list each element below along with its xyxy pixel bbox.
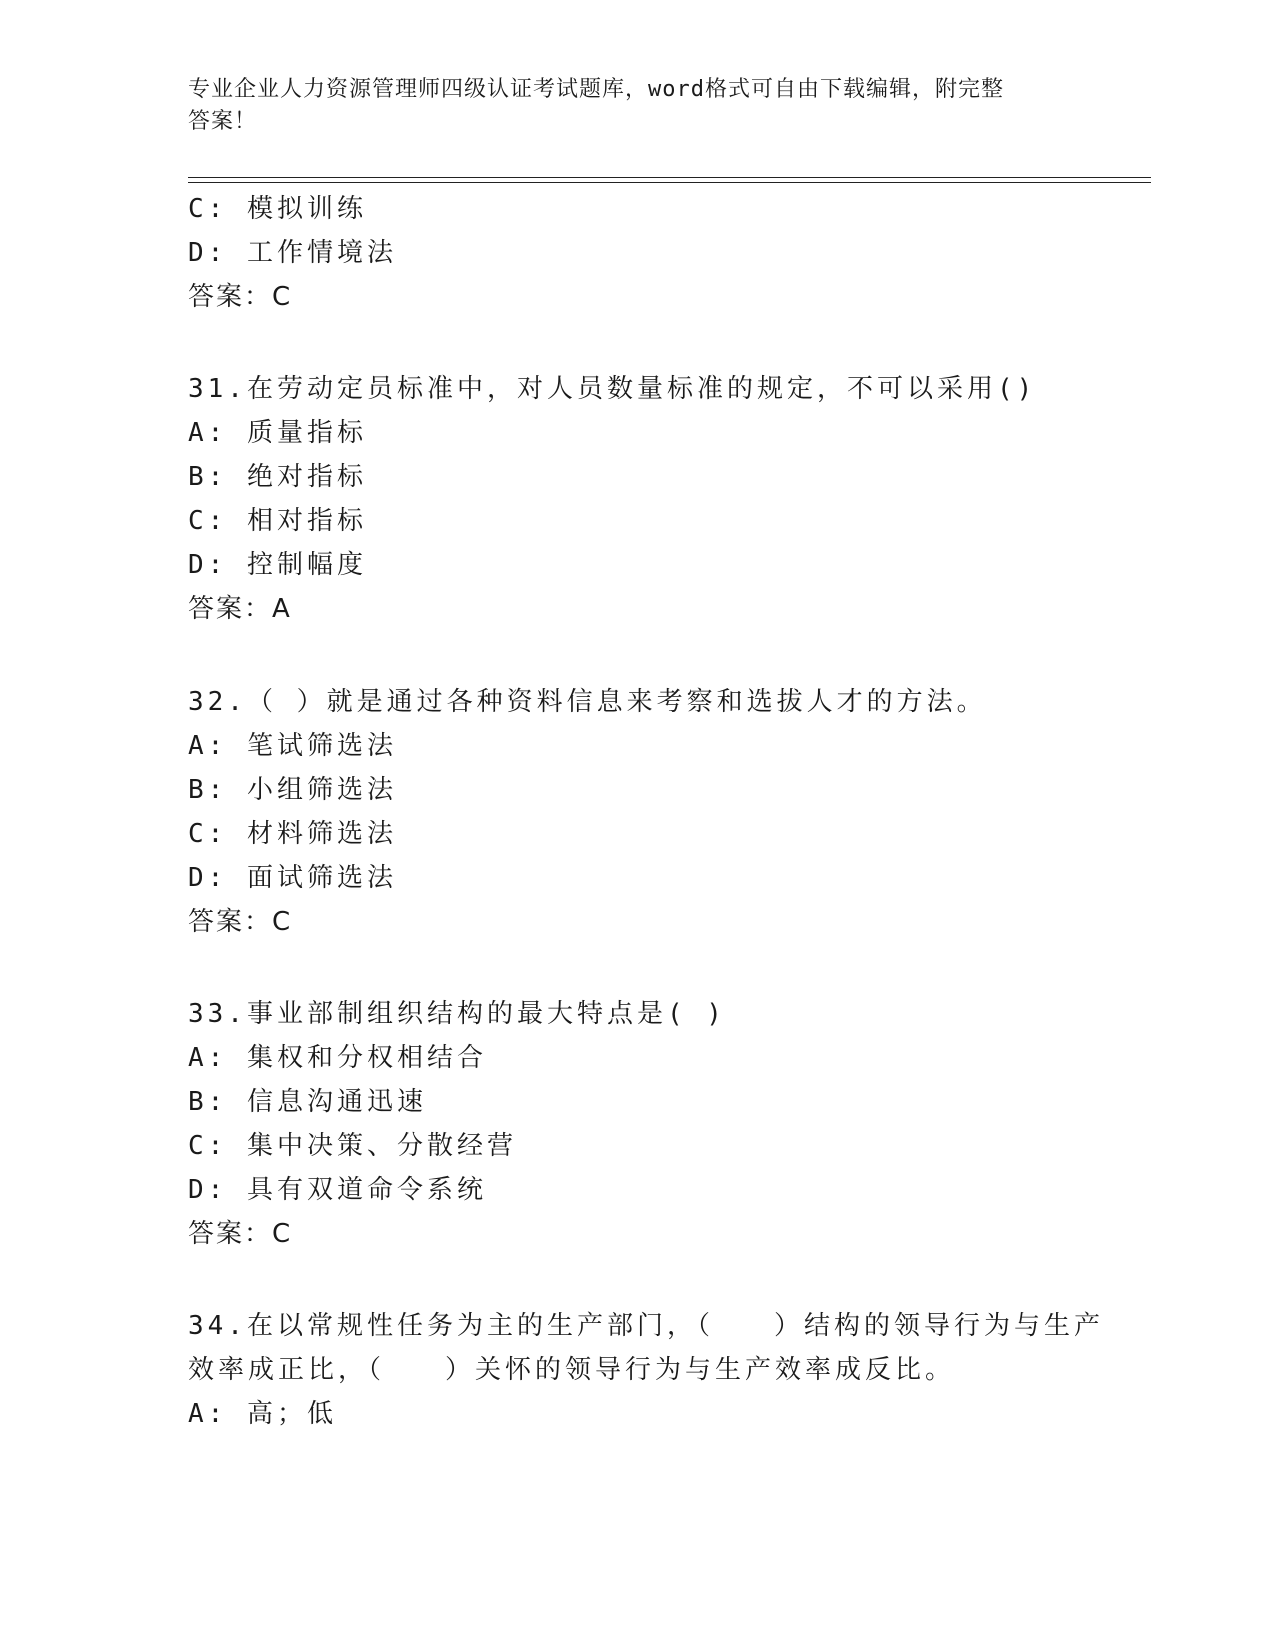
q33-stem: 33.事业部制组织结构的最大特点是( ) bbox=[188, 999, 726, 1029]
document-header bbox=[188, 74, 1088, 138]
q34-stem-line-1: 34.在以常规性任务为主的生产部门，（ ）结构的领导行为与生产 bbox=[188, 1311, 1104, 1341]
header-line-2: 答案！ bbox=[188, 109, 258, 134]
q31-option-b: B: 绝对指标 bbox=[188, 462, 367, 492]
q31-option-a: A: 质量指标 bbox=[188, 418, 367, 448]
q33-answer: 答案：C bbox=[188, 1219, 293, 1249]
q31-answer: 答案：A bbox=[188, 594, 292, 624]
header-divider-top bbox=[188, 177, 1151, 178]
q33-option-b: B: 信息沟通迅速 bbox=[188, 1087, 427, 1117]
prev-answer: 答案：C bbox=[188, 282, 293, 312]
header-divider-bottom bbox=[188, 182, 1151, 183]
q32-option-d: D: 面试筛选法 bbox=[188, 863, 397, 893]
prev-option-d: D: 工作情境法 bbox=[188, 238, 397, 268]
q31-stem: 31.在劳动定员标准中，对人员数量标准的规定，不可以采用() bbox=[188, 374, 1037, 404]
q33-option-c: C: 集中决策、分散经营 bbox=[188, 1131, 517, 1161]
q33-option-d: D: 具有双道命令系统 bbox=[188, 1175, 487, 1205]
q32-option-a: A: 笔试筛选法 bbox=[188, 731, 397, 761]
q34-option-a: A: 高；低 bbox=[188, 1399, 337, 1429]
q32-option-c: C: 材料筛选法 bbox=[188, 819, 397, 849]
q33-option-a: A: 集权和分权相结合 bbox=[188, 1043, 487, 1073]
q31-option-c: C: 相对指标 bbox=[188, 506, 367, 536]
q34-stem-line-2: 效率成正比，（ ）关怀的领导行为与生产效率成反比。 bbox=[188, 1355, 956, 1385]
q32-stem: 32.（ ）就是通过各种资料信息来考察和选拔人才的方法。 bbox=[188, 687, 987, 717]
q32-answer: 答案：C bbox=[188, 907, 293, 937]
q31-option-d: D: 控制幅度 bbox=[188, 550, 367, 580]
header-line-1: 专业企业人力资源管理师四级认证考试题库，word格式可自由下载编辑，附完整 bbox=[188, 77, 1004, 102]
q32-option-b: B: 小组筛选法 bbox=[188, 775, 397, 805]
prev-option-c: C: 模拟训练 bbox=[188, 194, 367, 224]
